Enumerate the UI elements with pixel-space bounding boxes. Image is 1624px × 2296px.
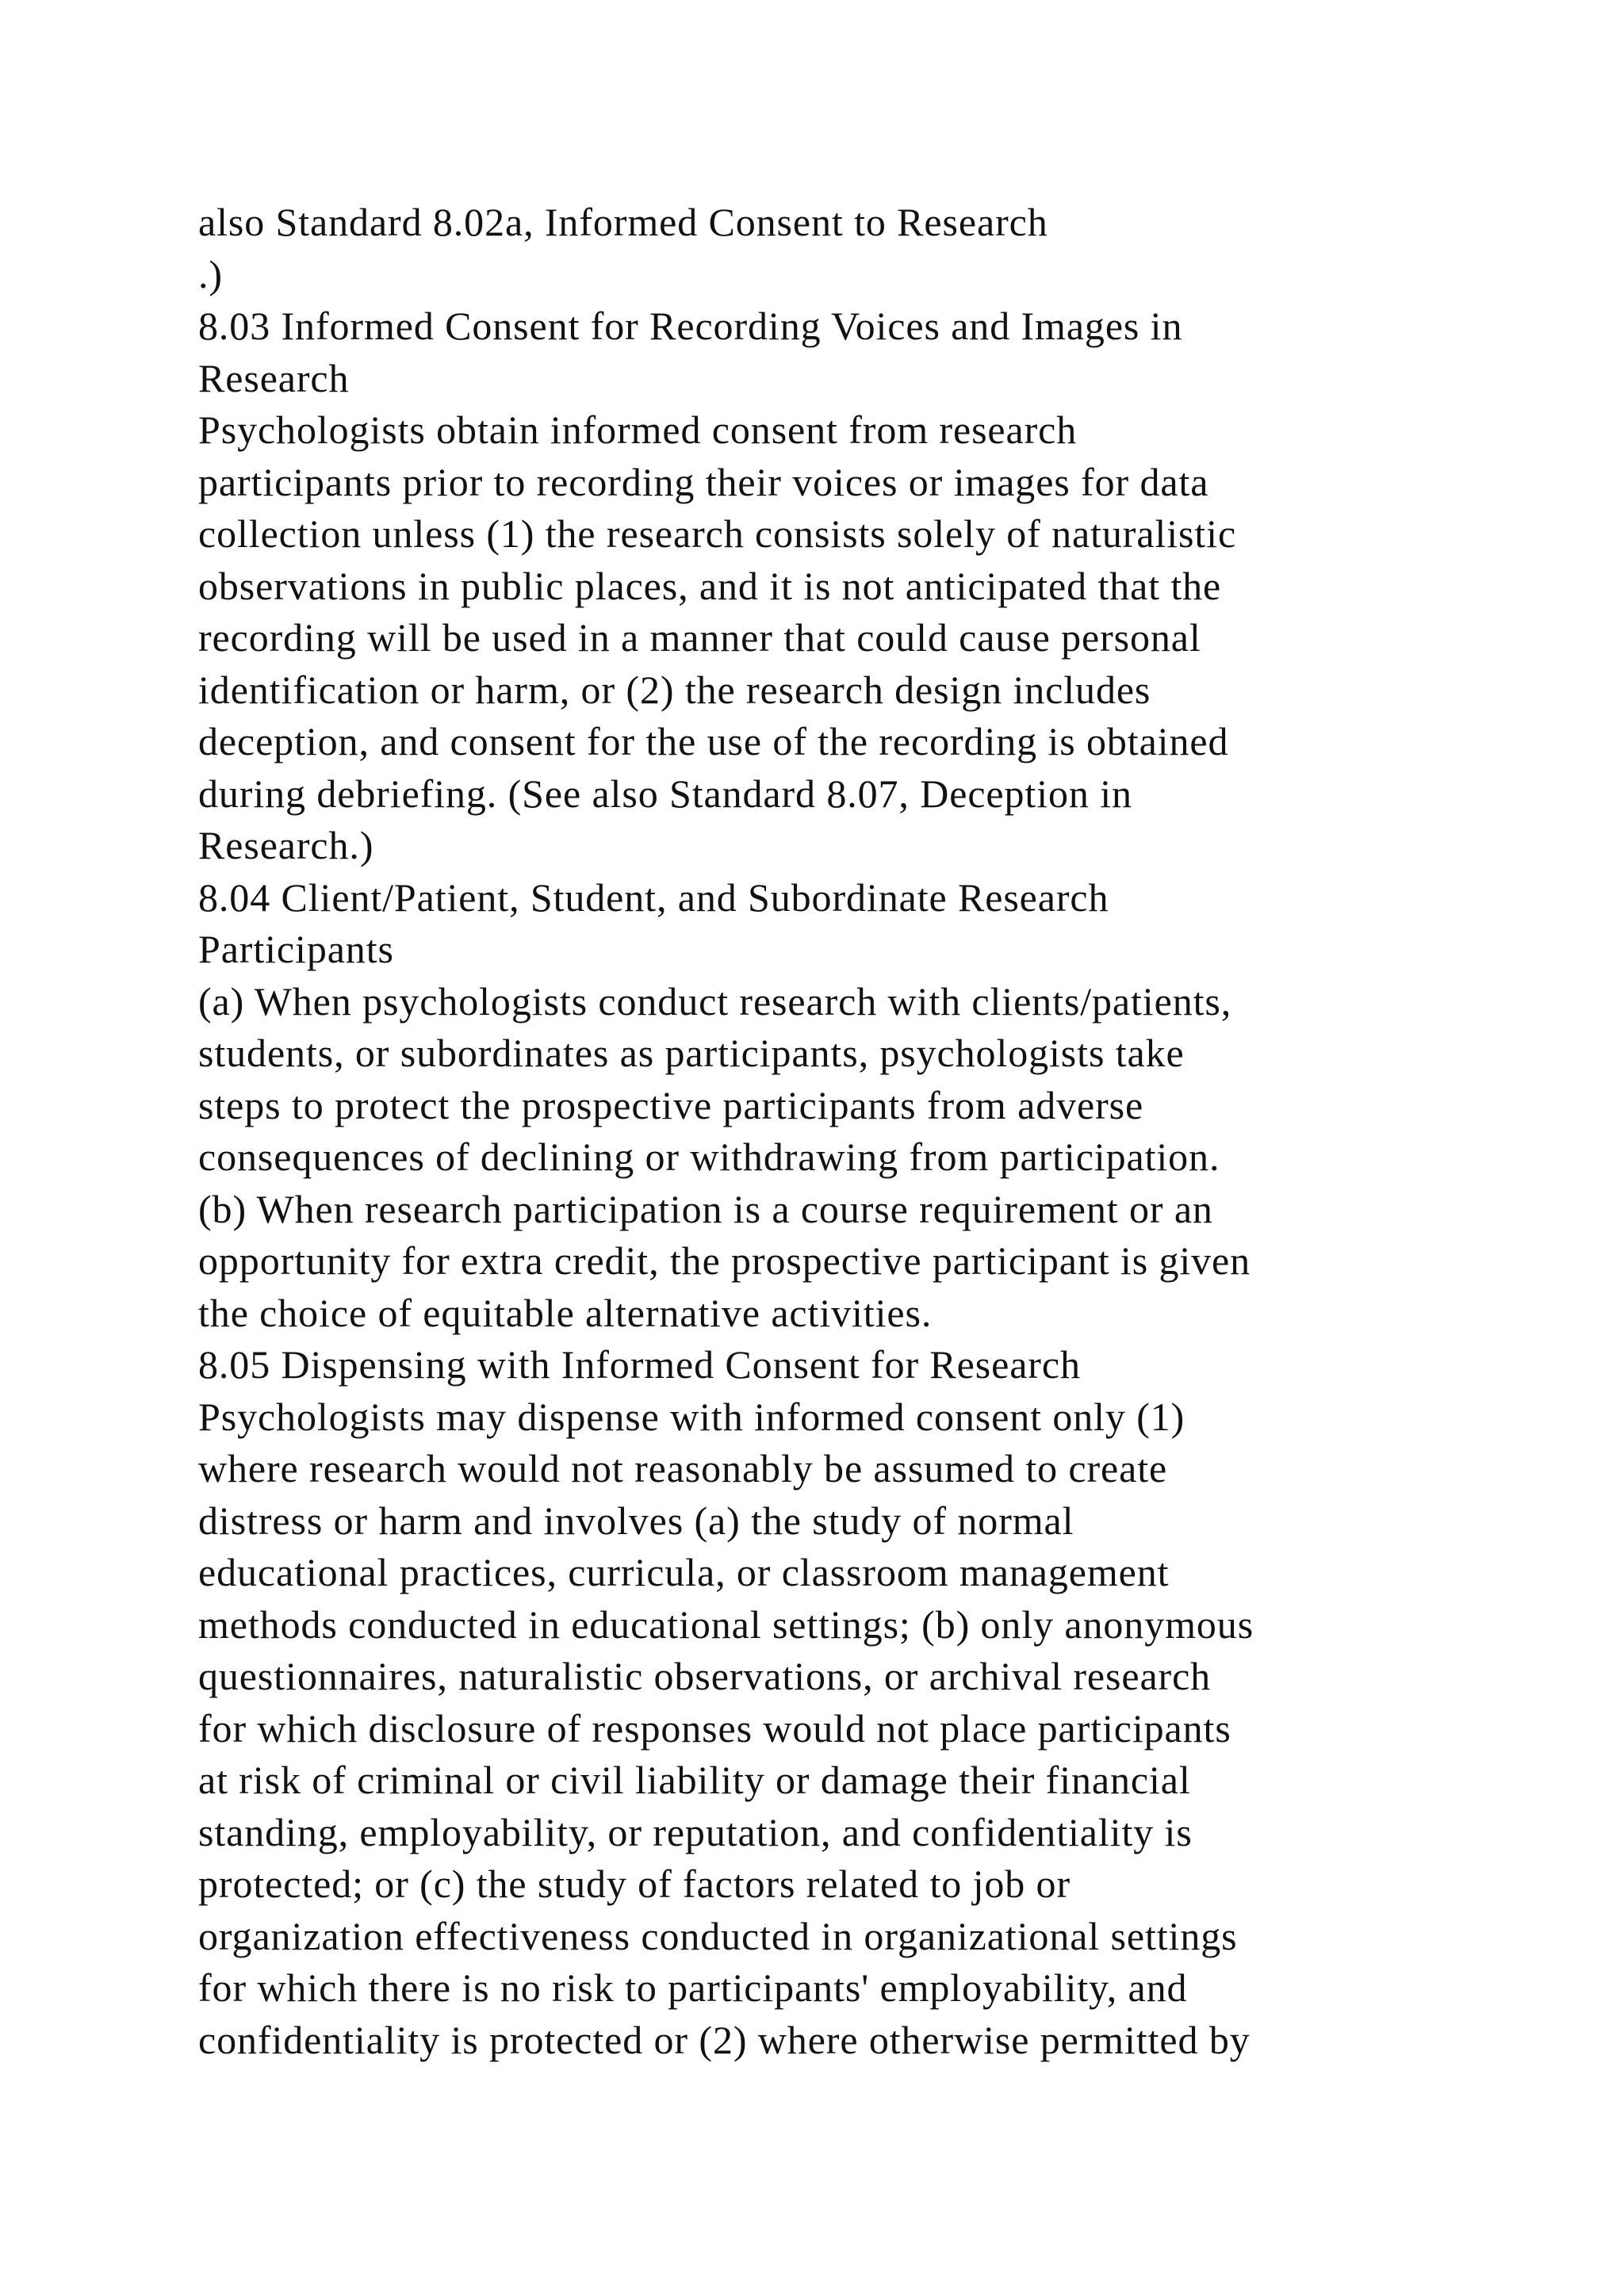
section-heading-line: Research (198, 355, 350, 400)
text-line: Psychologists may dispense with informed consent only (1) (198, 1394, 1185, 1439)
section-heading-line: 8.05 Dispensing with Informed Consent for Research (198, 1342, 1081, 1387)
text-line: .) (198, 251, 223, 297)
text-line: methods conducted in educational settings; (b) only anonymous (198, 1601, 1254, 1647)
text-line: also Standard 8.02a, Informed Consent to Research (198, 200, 1048, 244)
text-line: where research would not reasonably be assumed to create (198, 1446, 1168, 1490)
text-line: confidentiality is protected or (2) where otherwise permitted by (198, 2017, 1251, 2062)
text-line: distress or harm and involves (a) the study of normal (198, 1498, 1074, 1543)
text-line: at risk of criminal or civil liability or damage their financial (198, 1758, 1191, 1802)
text-line: for which there is no risk to participants' employability, and (198, 1965, 1188, 2010)
text-line: educational practices, curricula, or classroom management (198, 1550, 1170, 1594)
text-line: deception, and consent for the use of the recording is obtained (198, 719, 1229, 763)
text-line: identification or harm, or (2) the research design includes (198, 667, 1151, 712)
text-line: opportunity for extra credit, the prospective participant is given (198, 1238, 1251, 1283)
text-line: participants prior to recording their voices or images for data (198, 459, 1209, 504)
text-line: protected; or (c) the study of factors related to job or (198, 1862, 1071, 1906)
text-line: observations in public places, and it is not anticipated that the (198, 563, 1222, 608)
text-line: steps to protect the prospective participants from adverse (198, 1082, 1144, 1127)
text-line: Psychologists obtain informed consent from research (198, 408, 1078, 452)
text-line: organization effectiveness conducted in organizational settings (198, 1913, 1238, 1958)
section-heading-line: Participants (198, 927, 394, 971)
text-line: consequences of declining or withdrawing from participation. (198, 1135, 1220, 1179)
text-line: (a) When psychologists conduct research with clients/patients, (198, 978, 1232, 1024)
text-line: students, or subordinates as participants, psychologists take (198, 1031, 1185, 1075)
text-line: questionnaires, naturalistic observations, or archival research (198, 1654, 1212, 1698)
text-line: during debriefing. (See also Standard 8.07, Deception in (198, 771, 1132, 816)
text-line: recording will be used in a manner that could cause personal (198, 615, 1201, 660)
text-line: standing, employability, or reputation, and confidentiality is (198, 1809, 1193, 1854)
section-heading-line: 8.03 Informed Consent for Recording Voices and Images in (198, 304, 1183, 348)
text-line: the choice of equitable alternative activities. (198, 1290, 933, 1335)
text-line: (b) When research participation is a course requirement or an (198, 1186, 1213, 1231)
text-line: collection unless (1) the research consists solely of naturalistic (198, 511, 1237, 556)
text-line: Research.) (198, 823, 374, 867)
document-text (198, 197, 1483, 2066)
text-line: for which disclosure of responses would not place participants (198, 1705, 1231, 1751)
section-heading-line: 8.04 Client/Patient, Student, and Subordinate Research (198, 874, 1109, 920)
